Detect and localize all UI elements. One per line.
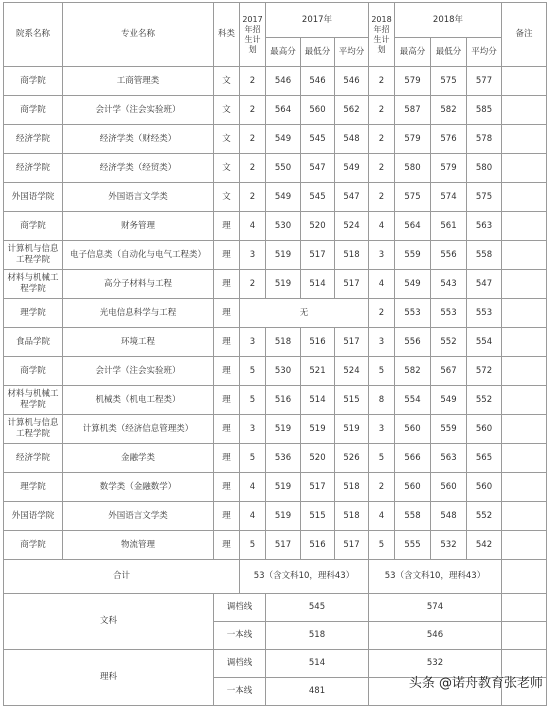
plan-2018-cell: 3 [369,241,395,270]
min-2017-cell: 515 [301,502,335,531]
avg-2018-cell: 565 [467,444,502,473]
major-cell: 会计学（注会实验班） [63,96,214,125]
major-cell: 外国语言文学类 [63,502,214,531]
category-cell: 理 [214,415,240,444]
max-2017-cell: 536 [266,444,301,473]
major-cell: 环境工程 [63,328,214,357]
major-cell: 会计学（注会实验班） [63,357,214,386]
avg-2018-cell: 560 [467,473,502,502]
avg-2017-cell: 518 [335,473,369,502]
max-2017-cell: 517 [266,531,301,560]
min-2017-cell: 546 [301,67,335,96]
plan-2018-cell: 4 [369,270,395,299]
min-2017-cell: 521 [301,357,335,386]
max-2018-cell: 566 [395,444,431,473]
plan-2018-cell: 3 [369,415,395,444]
table-row [4,357,547,386]
table-row [4,415,547,444]
max-2018-cell: 554 [395,386,431,415]
max-2017-cell: 519 [266,270,301,299]
min-2018-cell: 543 [431,270,467,299]
avg-2018-cell: 572 [467,357,502,386]
like-tiaodang-2017: 514 [266,650,369,678]
category-cell: 理 [214,502,240,531]
max-2018-cell: 560 [395,473,431,502]
max-2017-cell: 550 [266,154,301,183]
plan-2017-cell: 5 [240,531,266,560]
min-2018-cell: 563 [431,444,467,473]
min-2017-cell: 520 [301,212,335,241]
plan-2017-cell: 2 [240,154,266,183]
avg-2018-cell: 554 [467,328,502,357]
header-plan-2017: 2017年招生计划 [240,3,266,67]
max-2018-cell: 564 [395,212,431,241]
plan-2017-cell: 4 [240,502,266,531]
college-cell: 理学院 [4,299,63,328]
min-2017-cell: 560 [301,96,335,125]
category-cell: 文 [214,67,240,96]
major-cell: 机械类（机电工程类） [63,386,214,415]
header-max-2018: 最高分 [395,38,431,67]
max-2018-cell: 587 [395,96,431,125]
college-cell: 商学院 [4,531,63,560]
college-cell: 经济学院 [4,125,63,154]
max-2017-cell: 564 [266,96,301,125]
min-2017-cell: 516 [301,531,335,560]
min-2018-cell: 576 [431,125,467,154]
major-cell: 外国语言文学类 [63,183,214,212]
max-2018-cell: 579 [395,125,431,154]
total-remark [502,560,547,594]
header-remark: 备注 [502,3,547,67]
plan-2018-cell: 2 [369,67,395,96]
remark-cell [502,299,547,328]
max-2017-cell: 549 [266,183,301,212]
max-2018-cell: 582 [395,357,431,386]
avg-2018-cell: 542 [467,531,502,560]
category-cell: 文 [214,125,240,154]
min-2017-cell: 547 [301,154,335,183]
min-2018-cell: 575 [431,67,467,96]
avg-2018-cell: 560 [467,415,502,444]
college-cell: 商学院 [4,212,63,241]
table-row [4,154,547,183]
avg-2018-cell: 547 [467,270,502,299]
table-row [4,96,547,125]
max-2017-cell: 546 [266,67,301,96]
plan-2018-cell: 4 [369,212,395,241]
table-row [4,125,547,154]
category-cell: 理 [214,212,240,241]
avg-2018-cell: 585 [467,96,502,125]
avg-2018-cell: 578 [467,125,502,154]
avg-2017-cell: 519 [335,415,369,444]
category-cell: 文 [214,154,240,183]
table-row [4,502,547,531]
college-cell: 材料与机械工程学院 [4,270,63,299]
max-2017-cell: 549 [266,125,301,154]
min-2018-cell: 582 [431,96,467,125]
avg-2017-cell: 517 [335,531,369,560]
wenke-yiben-label: 一本线 [214,622,266,650]
max-2018-cell: 560 [395,415,431,444]
college-cell: 计算机与信息工程学院 [4,241,63,270]
table-row [4,299,547,328]
header-plan-2018: 2018年招生计划 [369,3,395,67]
major-cell: 财务管理 [63,212,214,241]
remark-cell [502,328,547,357]
min-2018-cell: 560 [431,473,467,502]
plan-2018-cell: 5 [369,357,395,386]
avg-2018-cell: 563 [467,212,502,241]
watermark-text: 头条 @诺舟教育张老师 [408,676,543,691]
college-cell: 商学院 [4,96,63,125]
min-2018-cell: 553 [431,299,467,328]
plan-2018-cell: 2 [369,183,395,212]
category-cell: 理 [214,531,240,560]
avg-2017-cell: 518 [335,241,369,270]
header-max-2017: 最高分 [266,38,301,67]
min-2018-cell: 567 [431,357,467,386]
min-2017-cell: 519 [301,415,335,444]
major-cell: 物流管理 [63,531,214,560]
max-2017-cell: 518 [266,328,301,357]
no-data-2017-cell: 无 [240,299,369,328]
max-2018-cell: 556 [395,328,431,357]
plan-2017-cell: 3 [240,328,266,357]
header-category: 科类 [214,3,240,67]
remark-cell [502,386,547,415]
avg-2017-cell: 562 [335,96,369,125]
avg-2017-cell: 517 [335,328,369,357]
college-cell: 食品学院 [4,328,63,357]
plan-2018-cell: 2 [369,125,395,154]
wenke-tiaodang-label: 调档线 [214,594,266,622]
college-cell: 材料与机械工程学院 [4,386,63,415]
college-cell: 外国语学院 [4,183,63,212]
category-cell: 理 [214,328,240,357]
remark-cell [502,212,547,241]
plan-2018-cell: 2 [369,299,395,328]
header-college: 院系名称 [4,3,63,67]
remark-cell [502,67,547,96]
table-row [4,473,547,502]
min-2017-cell: 545 [301,125,335,154]
max-2018-cell: 579 [395,67,431,96]
remark-cell [502,241,547,270]
max-2017-cell: 530 [266,212,301,241]
max-2017-cell: 519 [266,473,301,502]
header-year-2017: 2017年 [266,3,369,38]
plan-2017-cell: 5 [240,357,266,386]
min-2017-cell: 514 [301,270,335,299]
category-cell: 理 [214,386,240,415]
avg-2018-cell: 552 [467,386,502,415]
min-2018-cell: 556 [431,241,467,270]
min-2018-cell: 559 [431,415,467,444]
major-cell: 金融学类 [63,444,214,473]
header-min-2018: 最低分 [431,38,467,67]
remark-cell [502,183,547,212]
plan-2017-cell: 3 [240,415,266,444]
major-cell: 电子信息类（自动化与电气工程类） [63,241,214,270]
remark-cell [502,96,547,125]
wenke-tiaodang-2018: 574 [369,594,502,622]
wenke-tiaodang-remark [502,594,547,622]
max-2018-cell: 553 [395,299,431,328]
remark-cell [502,531,547,560]
college-cell: 计算机与信息工程学院 [4,415,63,444]
like-yiben-2017: 481 [266,678,369,706]
avg-2017-cell: 524 [335,357,369,386]
header-year-2018: 2018年 [395,3,502,38]
major-cell: 工商管理类 [63,67,214,96]
category-cell: 理 [214,473,240,502]
avg-2017-cell: 549 [335,154,369,183]
min-2018-cell: 579 [431,154,467,183]
category-cell: 理 [214,444,240,473]
avg-2017-cell: 547 [335,183,369,212]
min-2018-cell: 549 [431,386,467,415]
plan-2017-cell: 2 [240,270,266,299]
like-tiaodang-label: 调档线 [214,650,266,678]
plan-2017-cell: 2 [240,96,266,125]
major-cell: 经济学类（财经类） [63,125,214,154]
min-2017-cell: 517 [301,473,335,502]
avg-2017-cell: 515 [335,386,369,415]
table-row [4,241,547,270]
major-cell: 计算机类（经济信息管理类） [63,415,214,444]
table-row [4,386,547,415]
min-2017-cell: 514 [301,386,335,415]
avg-2018-cell: 580 [467,154,502,183]
remark-cell [502,502,547,531]
category-cell: 理 [214,270,240,299]
total-2017: 53（含文科10，理科43） [240,560,369,594]
min-2017-cell: 520 [301,444,335,473]
plan-2018-cell: 5 [369,444,395,473]
avg-2018-cell: 552 [467,502,502,531]
max-2018-cell: 580 [395,154,431,183]
remark-cell [502,357,547,386]
category-cell: 文 [214,183,240,212]
total-2018: 53（含文科10，理科43） [369,560,502,594]
remark-cell [502,125,547,154]
avg-2017-cell: 524 [335,212,369,241]
remark-cell [502,444,547,473]
header-major: 专业名称 [63,3,214,67]
remark-cell [502,270,547,299]
college-cell: 经济学院 [4,154,63,183]
category-cell: 文 [214,96,240,125]
remark-cell [502,154,547,183]
max-2018-cell: 559 [395,241,431,270]
plan-2017-cell: 2 [240,183,266,212]
max-2018-cell: 575 [395,183,431,212]
college-cell: 商学院 [4,67,63,96]
table-row [4,212,547,241]
plan-2018-cell: 2 [369,96,395,125]
remark-cell [502,473,547,502]
header-avg-2018: 平均分 [467,38,502,67]
plan-2018-cell: 4 [369,502,395,531]
avg-2017-cell: 526 [335,444,369,473]
max-2017-cell: 530 [266,357,301,386]
min-2018-cell: 561 [431,212,467,241]
min-2018-cell: 574 [431,183,467,212]
like-tiaodang-2018: 532 [369,650,502,678]
wenke-yiben-2018: 546 [369,622,502,650]
max-2017-cell: 516 [266,386,301,415]
college-cell: 理学院 [4,473,63,502]
major-cell: 经济学类（经贸类） [63,154,214,183]
avg-2018-cell: 575 [467,183,502,212]
wenke-label: 文科 [4,594,214,650]
table-row [4,531,547,560]
max-2017-cell: 519 [266,502,301,531]
plan-2018-cell: 2 [369,473,395,502]
major-cell: 光电信息科学与工程 [63,299,214,328]
max-2018-cell: 549 [395,270,431,299]
college-cell: 商学院 [4,357,63,386]
max-2018-cell: 558 [395,502,431,531]
min-2017-cell: 545 [301,183,335,212]
avg-2018-cell: 558 [467,241,502,270]
avg-2017-cell: 518 [335,502,369,531]
category-cell: 理 [214,357,240,386]
like-yiben-label: 一本线 [214,678,266,706]
category-cell: 理 [214,299,240,328]
max-2017-cell: 519 [266,415,301,444]
avg-2017-cell: 548 [335,125,369,154]
plan-2017-cell: 5 [240,386,266,415]
min-2017-cell: 516 [301,328,335,357]
avg-2017-cell: 517 [335,270,369,299]
table-row [4,270,547,299]
max-2017-cell: 519 [266,241,301,270]
plan-2017-cell: 4 [240,473,266,502]
like-label: 理科 [4,650,214,706]
plan-2017-cell: 5 [240,444,266,473]
college-cell: 经济学院 [4,444,63,473]
avg-2018-cell: 553 [467,299,502,328]
category-cell: 理 [214,241,240,270]
plan-2017-cell: 2 [240,67,266,96]
max-2018-cell: 555 [395,531,431,560]
min-2018-cell: 532 [431,531,467,560]
plan-2017-cell: 4 [240,212,266,241]
avg-2017-cell: 546 [335,67,369,96]
total-label: 合计 [4,560,240,594]
admission-score-table [3,2,547,706]
header-avg-2017: 平均分 [335,38,369,67]
plan-2018-cell: 2 [369,154,395,183]
table-row [4,67,547,96]
remark-cell [502,415,547,444]
min-2017-cell: 517 [301,241,335,270]
plan-2017-cell: 3 [240,241,266,270]
college-cell: 外国语学院 [4,502,63,531]
table-row [4,444,547,473]
min-2018-cell: 548 [431,502,467,531]
plan-2018-cell: 5 [369,531,395,560]
table-row [4,183,547,212]
wenke-yiben-2017: 518 [266,622,369,650]
plan-2018-cell: 8 [369,386,395,415]
major-cell: 数学类（金融数学） [63,473,214,502]
table-row [4,328,547,357]
plan-2017-cell: 2 [240,125,266,154]
avg-2018-cell: 577 [467,67,502,96]
wenke-yiben-remark [502,622,547,650]
major-cell: 高分子材料与工程 [63,270,214,299]
min-2018-cell: 552 [431,328,467,357]
wenke-tiaodang-2017: 545 [266,594,369,622]
plan-2018-cell: 3 [369,328,395,357]
header-min-2017: 最低分 [301,38,335,67]
